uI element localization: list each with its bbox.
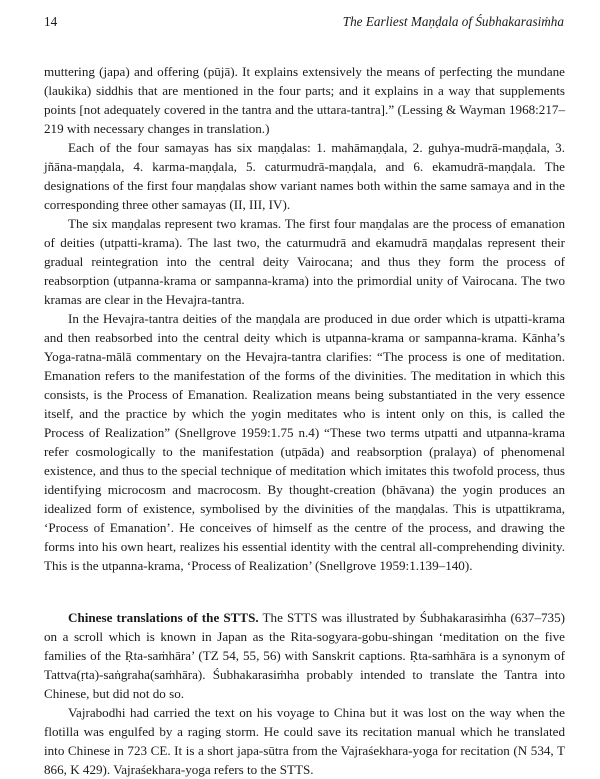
page-header — [44, 14, 564, 34]
paragraph-continued: muttering (japa) and offering (pūjā). It explains extensively the means of perfecting the mundane (laukika) siddhis that are mentioned in the four parts; and it explains in a way that supplements points [not adequately covered in the tantra and the uttara-tantra].” (Lessing & Wayman 1968:217–219 with necessary changes in translation.) — [44, 64, 565, 136]
paragraph-chinese-text: The STTS was illustrated by Śubhakarasiṁha (637–735) on a scroll which is known in Japan as the Rita-sogyara-gobu-shingan ‘meditation on the five families of the Ṛta-saṁhāra’ (TZ 54, 55, 56) with Sanskrit captions. Ṛta-saṁhāra is a synonym of Tattva(ṛta)-saṅgraha(saṁhāra). Śubhakarasiṁha probably intended to translate the Tantra into Chinese, but did not do so. — [44, 610, 565, 701]
paragraph-samayas: Each of the four samayas has six maṇḍalas: 1. mahāmaṇḍala, 2. guhya-mudrā-maṇḍala, 3. jñāna-maṇḍala, 4. karma-maṇḍala, 5. caturmudrā-maṇḍala, and 6. ekamudrā-maṇḍala. The designations of the first four maṇḍalas show variant names both within the same samaya and in the corresponding three other samayas (II, III, IV). — [44, 140, 565, 212]
section-heading: Chinese translations of the STTS. — [68, 610, 259, 625]
page-number: 14 — [44, 14, 58, 29]
paragraph-vajrabodhi: Vajrabodhi had carried the text on his voyage to China but it was lost on the way when the flotilla was engulfed by a raging storm. He could save its recitation manual which he translated into Chinese in 723 CE. It is a short japa-sūtra from the Vajraśekhara-yoga for recitation (N 534, T 866, K 429). Vajraśekhara-yoga refers to the STTS. — [44, 705, 565, 777]
running-title: The Earliest Maṇḍala of Śubhakarasiṁha — [342, 14, 564, 29]
body-text — [44, 62, 565, 779]
paragraph-hevajra: In the Hevajra-tantra deities of the maṇḍala are produced in due order which is utpatti-krama and then reabsorbed into the central deity which is utpanna-krama or sampanna-krama. Kānha’s Yoga-ratna-mālā commentary on the Hevajra-tantra clarifies: “The process is one of meditation. Emanation refers to the manifestation of the forms of the divinities. The meditation in which this consists, is the Process of Emanation. Realization means being substantiated in the very essence itself, and the practice by which the yogin meditates who is intent only on this, is called the Process of Realization” (Snellgrove 1959:1.75 n.4) “These two terms utpatti and utpanna-krama refer cosmologically to the manifestation (utpāda) and reabsorption (pralaya) of phenomenal existence, and thus to the special technique of meditation which imitates this twofold process, thus identifying microcosm and macrocosm. By thought-creation (bhāvana) the yogin produces an idealized form of existence, symbolised by the divinities of the maṇḍalas. This is utpattikrama, ‘Process of Emanation’. He conceives of himself as the centre of the process, and drawing the forms into his own heart, realizes his essential identity with the central all-comprehending divinity. This is the utpanna-krama, ‘Process of Realization’ (Snellgrove 1959:1.139–140). — [44, 311, 565, 573]
paragraph-chinese-translations — [44, 608, 565, 703]
paragraph-kramas: The six maṇḍalas represent two kramas. The first four maṇḍalas are the process of emanation of deities (utpatti-krama). The last two, the caturmudrā and ekamudrā maṇḍalas represent their gradual reintegration into the central deity Vairocana; and thus they form the process of reabsorption (utpanna-krama or sampanna-krama) into the primordial unity of Vairocana. The two kramas are clear in the Hevajra-tantra. — [44, 216, 565, 307]
